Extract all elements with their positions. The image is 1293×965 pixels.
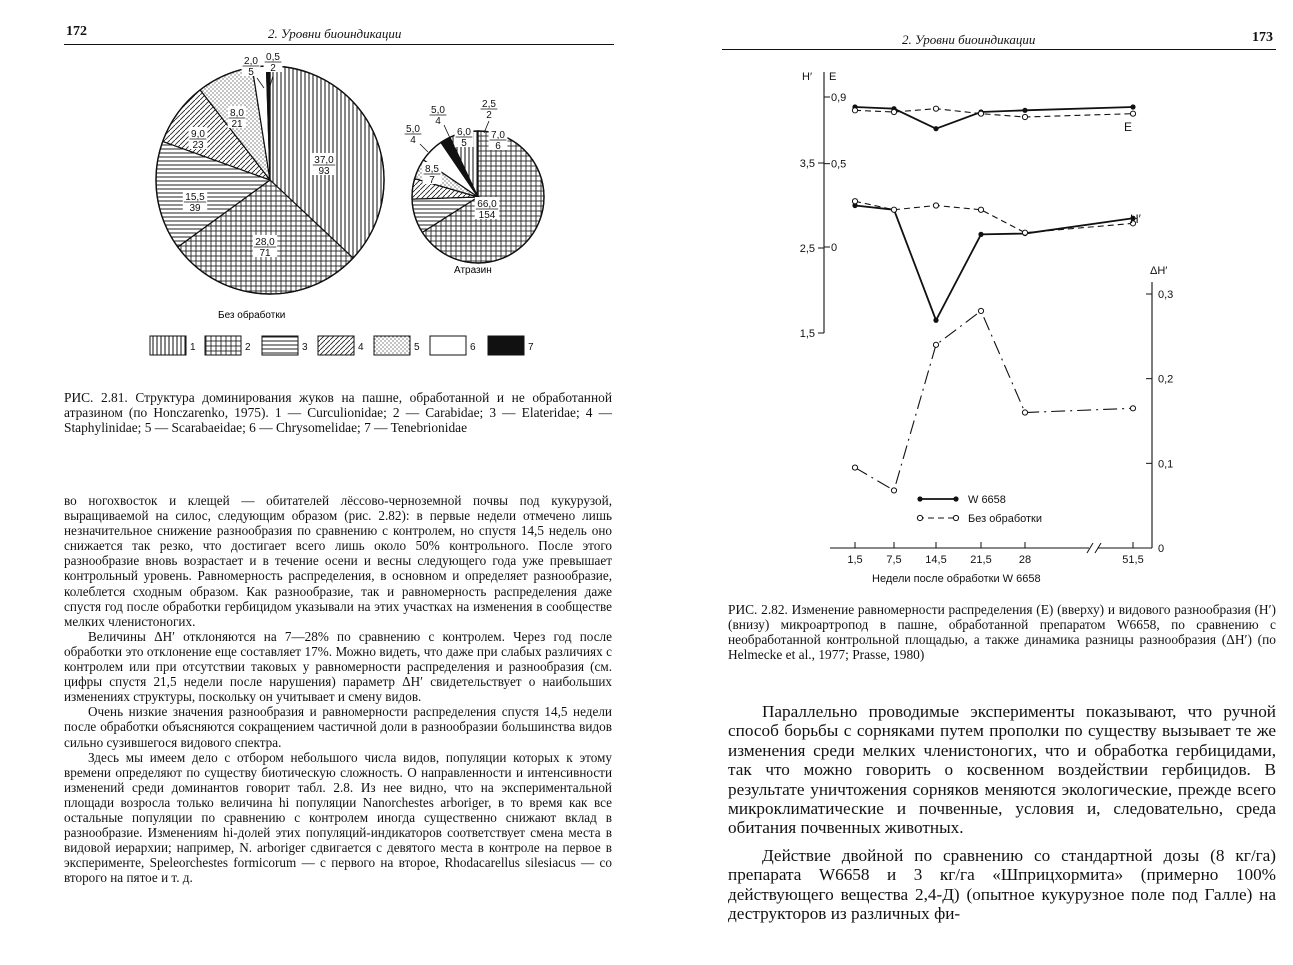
pie-label-count: 4	[435, 116, 441, 127]
data-point-open	[933, 203, 938, 208]
data-point-filled	[1022, 108, 1027, 113]
data-point-open	[891, 207, 896, 212]
chart-legend	[917, 494, 1042, 525]
paragraph: Величины ΔH′ отклоняются на 7—28% по сравнению с контролем. Через год после обработки это отклонение еще составляет 17%. Можно видеть, что даже при слабых различиях с контролем или при отсутствии таковых у равномерности распределения и разнообразия (см. цифры спустя 21,5 недели после нарушения) параметр ΔH′ свидетельствует о наибольших изменениях структуры, поскольку он учитывает и смену видов.	[64, 628, 612, 705]
tick-label-e: 0,5	[831, 158, 847, 171]
pie-label-count: 6	[495, 141, 501, 152]
legend-label: 2	[245, 342, 251, 353]
data-point-open	[891, 109, 896, 114]
tick-label-dh: 0	[1158, 543, 1165, 555]
x-tick-label: 28	[1018, 554, 1032, 566]
paragraph: Действие двойной по сравнению со стандартной дозы (8 кг/га) препарата W6658 и 3 кг/га «Шприцхормита» (примерно 100% действующего вещества 2,4-Д) (опытное кукурузное поле под Галле) на деструкторов из различных фи-	[728, 845, 1276, 924]
series-line	[855, 206, 1133, 321]
pie-label-count: 23	[192, 140, 204, 151]
legend-swatch	[150, 336, 186, 355]
x-tick-label: 14,5	[925, 554, 947, 566]
tick-label-dh: 0,3	[1158, 289, 1174, 301]
pie-label-percent: 9,0	[191, 129, 205, 140]
series-line	[855, 107, 1133, 129]
pie-legend	[150, 336, 534, 355]
data-point-open	[891, 488, 896, 493]
legend-swatch	[374, 336, 410, 355]
pie-label-percent: 37,0	[314, 155, 334, 166]
legend-swatch	[262, 336, 298, 355]
data-point-open	[852, 465, 857, 470]
data-point-open	[933, 106, 938, 111]
running-head: 2. Уровни биоиндикации	[902, 32, 1036, 47]
pie-label-count: 71	[259, 248, 271, 259]
series-label-h: H′	[1130, 212, 1141, 226]
axis-label-dh: ΔH′	[1150, 265, 1168, 277]
legend-swatch	[205, 336, 241, 355]
figure-caption: РИС. 2.81. Структура доминирования жуков на пашне, обработанной и не обработанной атразином (по Honczarenko, 1975). 1 — Curculionidae; 2 — Carabidae; 3 — Elateridae; 4 — Staphylinidae; 5 — Scarabaeidae; 6 — Chrysomelidae; 7 — Tenebrionidae	[64, 390, 612, 435]
pie-label-count: 5	[461, 138, 467, 149]
pie-label-percent: 2,5	[482, 99, 496, 110]
pie-label-percent: 5,0	[406, 124, 420, 135]
pie-label-percent: 15,5	[185, 192, 205, 203]
pie-label-percent: 2,0	[244, 56, 258, 67]
running-head: 2. Уровни биоиндикации	[268, 26, 402, 41]
page-number: 173	[1252, 30, 1273, 45]
data-point-open	[933, 342, 938, 347]
pie-label-percent: 8,5	[425, 164, 439, 175]
data-point-open	[1022, 114, 1027, 119]
pie-label-percent: 66,0	[477, 199, 497, 210]
pie-label-percent: 5,0	[431, 105, 445, 116]
data-point-open	[978, 207, 983, 212]
legend-label: 3	[302, 342, 308, 353]
pie-title-untreated: Без обработки	[218, 310, 286, 321]
legend-label-control: Без обработки	[968, 513, 1043, 525]
pie-chart-figure	[0, 0, 646, 380]
left-page	[0, 0, 646, 965]
x-axis-label: Недели после обработки W 6658	[872, 573, 1041, 585]
series-label-e: E	[1124, 120, 1133, 134]
legend-label: 4	[358, 342, 364, 353]
tick-label-h: 1,5	[799, 328, 815, 340]
legend-label: 6	[470, 342, 476, 353]
data-point-open	[978, 308, 983, 313]
paragraph: Здесь мы имеем дело с отбором небольшого числа видов, популяции которых к этому времени определяют по существу биотическую сложность. О направленности и интенсивности изменений среди доминантов говорит табл. 2.8. Из нее видно, что на экспериментальной площади возросла только величина hi популяции Nanorchestes arboriger, в то время как все остальные популяции по сравнению с контролем иногда существенно снижают вклад в разнообразие. Изменениям hi-долей этих популяций-индикаторов соответствует смена места в видовой иерархии; например, N. arboriger сдвигается с девятого места в контроле на первое в эксперименте, Speleorchestes formicorum — с первого на второе, Rhodacarellus silesiacus — со второго на пятое и т. д.	[64, 749, 612, 886]
tick-label-e: 0,9	[831, 92, 847, 104]
pie-label-count: 154	[478, 210, 496, 221]
x-tick-label: 21,5	[970, 554, 992, 566]
legend-label: 5	[414, 342, 420, 353]
data-point-open	[1022, 230, 1027, 235]
pie-label-count: 93	[318, 166, 330, 177]
pie-title-atrazine: Атразин	[454, 265, 492, 276]
pie-label-percent: 0,5	[266, 52, 280, 63]
chart-series	[852, 104, 1141, 493]
data-point-filled	[978, 232, 983, 237]
paragraph: Параллельно проводимые эксперименты показывают, что ручной способ борьбы с сорняками путем прополки по существу вызывает те же изменения среди мелких членистоногих, что и обработка гербицидами, так что можно говорить о косвенном воздействии гербицидов. В результате уничтожения сорняков меняются экологические, прежде всего микроклиматические и почвенные, условия и, следовательно, среда обитания почвенных животных.	[728, 702, 1276, 838]
legend-label: 7	[528, 342, 534, 353]
legend-marker-open	[953, 515, 958, 520]
tick-label-dh: 0,1	[1158, 458, 1174, 471]
paragraph: во ногохвосток и клещей — обитателей лёссово-черноземной почвы под кукурузой, выращиваемой на силос, следующим образом (рис. 2.82): в первые недели отмечено лишь незначительное снижение разнообразия по сравнению с контролем, но спустя 14,5 недель оно снижается так резко, что достигает всего лишь около 50% контрольного. После этого разнообразие вновь возрастает и в течение осени и весны следующего года уже превышает контрольный уровень. Равномерность распределения, в основном и определяет разнообразие, колеблется сходным образом. Как разнообразие, так и равномерность распределения даже спустя год после обработки гербицидом указывали на этих участках на изменения в сообществе мелких членистоногих.	[64, 493, 612, 629]
page-number: 172	[66, 24, 87, 39]
data-point-filled	[933, 318, 938, 323]
data-point-open	[978, 111, 983, 116]
data-point-open	[852, 108, 857, 113]
right-page	[646, 0, 1293, 965]
pie-label-count: 2	[486, 110, 492, 121]
tick-label-dh: 0,2	[1158, 373, 1174, 386]
data-point-filled	[1130, 104, 1135, 109]
figure-caption: РИС. 2.82. Изменение равномерности распределения (E) (вверху) и видового разнообразия (H′) (внизу) микроартропод в пашне, обработанной препаратом W6658, по сравнению с необработанной контрольной площадью, а также динамика разницы разнообразия (ΔH′) (по Helmecke et al., 1977; Prasse, 1980)	[728, 602, 1276, 662]
tick-label-h: 2,5	[799, 243, 815, 255]
body-text	[64, 493, 612, 885]
pie-leader-line	[444, 125, 450, 138]
body-text	[728, 702, 1276, 931]
legend-swatch	[430, 336, 466, 355]
pie-atrazine	[404, 97, 544, 263]
legend-label: 1	[190, 342, 196, 353]
pie-untreated	[156, 50, 384, 294]
pie-label-count: 5	[248, 67, 254, 78]
legend-label-w6658: W 6658	[968, 494, 1006, 506]
axis-label-h: H′	[802, 71, 813, 83]
data-point-open	[1130, 406, 1135, 411]
pie-label-percent: 7,0	[491, 130, 505, 141]
axis-label-e: E	[829, 71, 837, 83]
data-point-open	[1022, 410, 1027, 415]
pie-label-count: 4	[410, 135, 416, 146]
x-tick-label: 1,5	[847, 554, 863, 566]
pie-label-percent: 8,0	[230, 108, 244, 119]
pie-label-percent: 28,0	[255, 237, 275, 248]
data-point-open	[852, 199, 857, 204]
pie-label-count: 2	[270, 63, 276, 74]
x-tick-label: 7,5	[886, 554, 902, 566]
data-point-filled	[933, 126, 938, 131]
tick-label-h: 3,5	[799, 158, 815, 170]
paragraph: Очень низкие значения разнообразия и равномерности распределения спустя 14,5 недели после обработки объясняются сокращением частичной доли в разнообразии большинства видов сильно сузившегося видового спектра.	[64, 704, 612, 750]
legend-marker-filled	[953, 496, 958, 501]
x-tick-label: 51,5	[1122, 554, 1144, 566]
legend-marker-open	[917, 515, 922, 520]
pie-label-count: 21	[231, 119, 243, 130]
tick-label-e: 0	[831, 242, 838, 254]
pie-label-percent: 6,0	[457, 127, 471, 138]
legend-swatch	[488, 336, 524, 355]
legend-swatch	[318, 336, 354, 355]
series-line	[855, 311, 1133, 490]
legend-marker-filled	[917, 496, 922, 501]
pie-label-count: 7	[429, 175, 435, 186]
chart-axes	[800, 71, 1174, 585]
line-chart	[646, 0, 1293, 600]
pie-leader-line	[420, 144, 428, 152]
pie-label-count: 39	[189, 203, 201, 214]
data-point-open	[1130, 111, 1135, 116]
